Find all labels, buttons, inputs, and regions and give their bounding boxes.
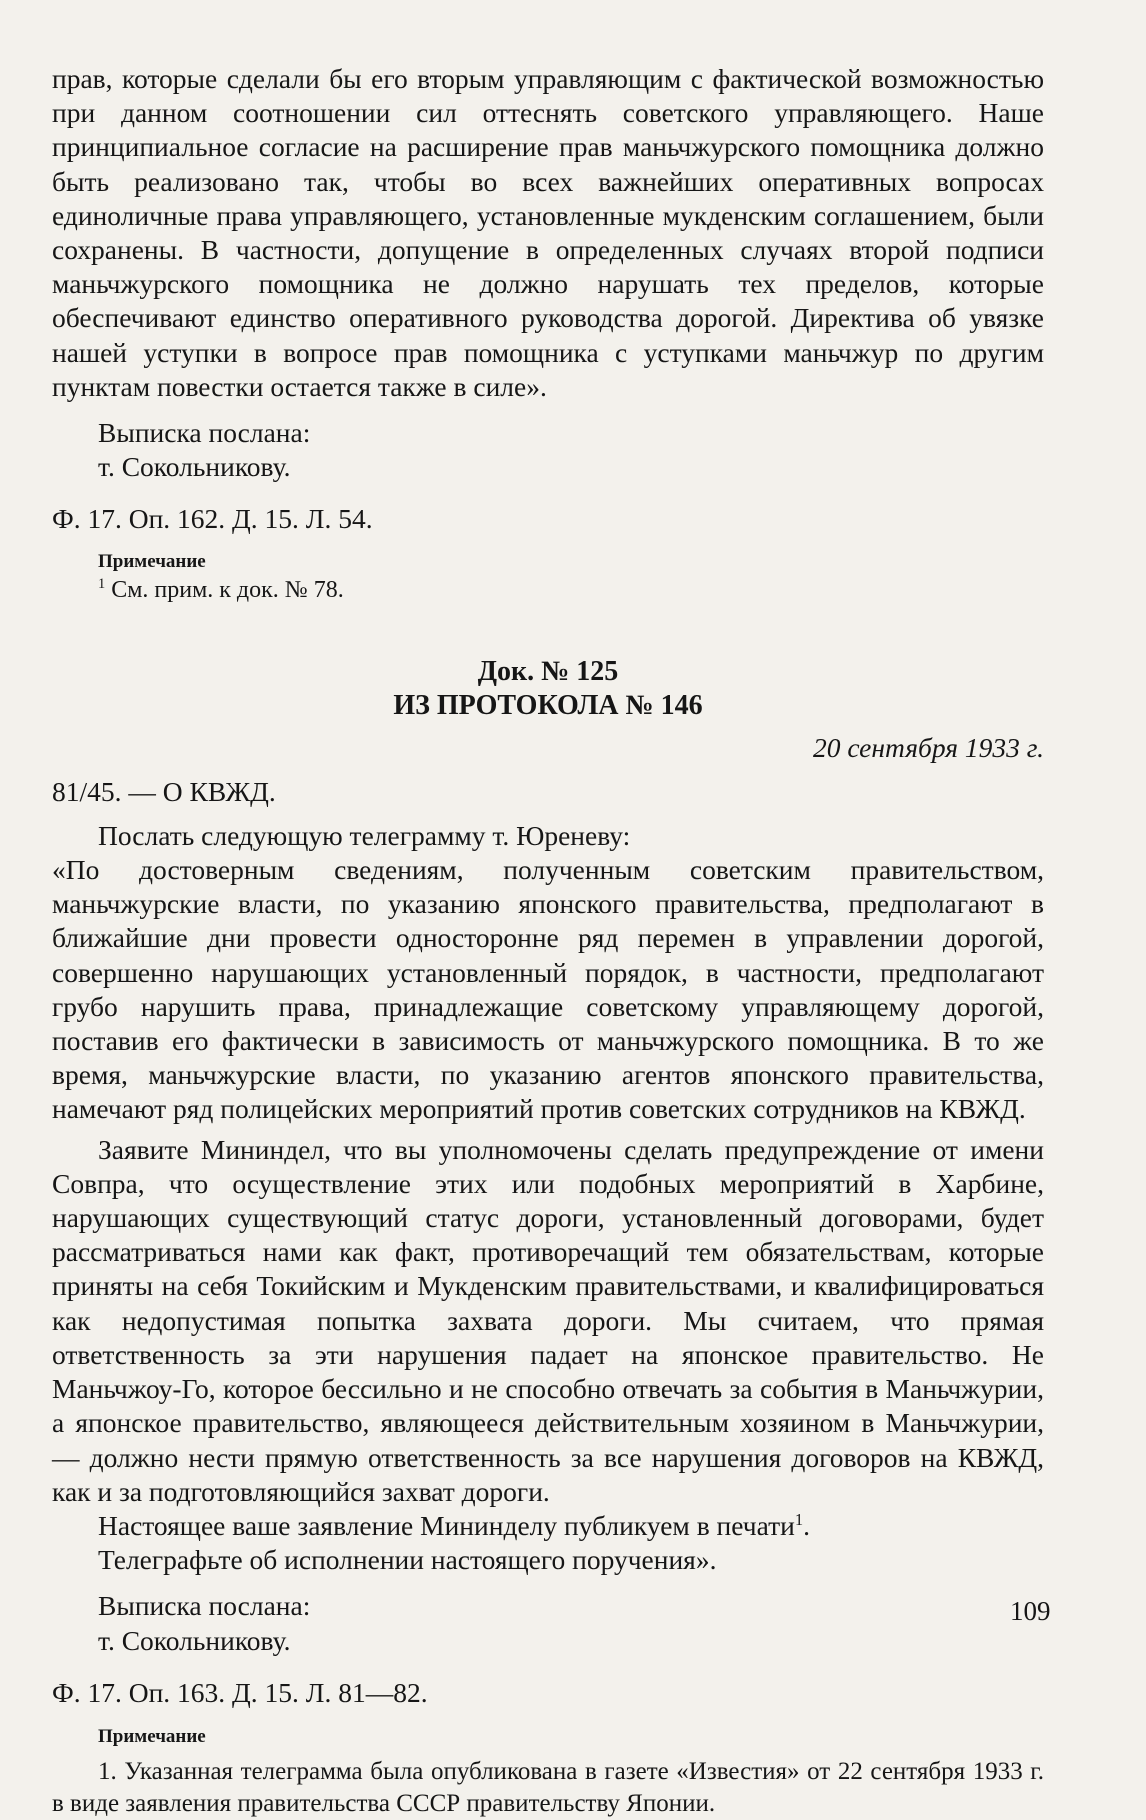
telegram-paragraph-2: Заявите Мининдел, что вы уполномочены сделать предупреждение от имени Совпра, что осуществление этих или подобных мероприятий в Харбине, нарушающих существующий статус дороги, установленный договорами, будет рассматриваться нами как факт, противоречащий тем обязательствам, которые приняты на себя Токийским и Мукденским правительствами, и квалифицироваться как недопустимая попытка захвата дороги. Мы считаем, что прямая ответственность за эти нарушения падает на японское правительство. Не Маньчжоу-Го, которое бессильно и не способно отвечать за события в Маньчжурии, а японское правительство, являющееся действительным хозяином в Маньчжурии, — должно нести прямую ответственность за все нарушения договоров на КВЖД, как и за подготовляющийся захват дороги. bbox=[52, 1133, 1044, 1507]
document-page bbox=[52, 62, 1044, 1820]
telegram-paragraph-4: Телеграфьте об исполнении настоящего поручения». bbox=[98, 1544, 717, 1576]
telegram-paragraph-3 bbox=[52, 1509, 1044, 1543]
telegram-paragraph-3-end: . bbox=[803, 1509, 810, 1541]
telegram-paragraph-1: «По достоверным сведениям, полученным советским правительством, маньчжурские власти, по указанию японского правительства, предполагают в ближайшие дни провести односторонне ряд перемен в управлении дорогой, совершенно нарушающих установленный порядок, в частности, предполагают грубо нарушить права, принадлежащие советскому управляющему дорогой, поставив его фактически в зависимость от маньчжурского помощника. В то же время, маньчжурские власти, по указанию агентов японского правительства, намечают ряд полицейских мероприятий против советских сотрудников на КВЖД. bbox=[52, 854, 1044, 1125]
archive-source-2: Ф. 17. Оп. 163. Д. 15. Л. 81—82. bbox=[52, 1676, 428, 1708]
extract-recipient: т. Сокольникову. bbox=[98, 451, 291, 483]
note-body: См. прим. к док. № 78. bbox=[111, 576, 344, 603]
extract-recipient-2: т. Сокольникову. bbox=[98, 1624, 291, 1656]
top-paragraph: прав, которые сделали бы его вторым управляющим с фактической возможностью при данном соотношении сил оттеснять советского управляющего. Наше принципиальное согласие на расширение прав маньчжурского помощника должно быть реализовано так, чтобы во всех важнейших оперативных вопросах единоличные права управляющего, установленные мукденским соглашением, были сохранены. В частности, допущение в определенных случаях второй подписи маньчжурского помощника не должно нарушать тех пределов, которые обеспечивают единство оперативного руководства дорогой. Директива об увязке нашей уступки в вопросе прав помощника с уступками маньчжур по другим пунктам повестки остается также в силе». bbox=[52, 63, 1044, 402]
document-title: ИЗ ПРОТОКОЛА № 146 bbox=[393, 689, 703, 721]
note-heading: Примечание bbox=[98, 550, 206, 572]
telegram-paragraph-3-text: Настоящее ваше заявление Мининделу публикуем в печати bbox=[98, 1509, 795, 1541]
archive-source: Ф. 17. Оп. 162. Д. 15. Л. 54. bbox=[52, 503, 373, 535]
extract-label: Выписка послана: bbox=[98, 417, 311, 449]
agenda-item: 81/45. — О КВЖД. bbox=[52, 775, 276, 807]
note-heading-2: Примечание bbox=[98, 1725, 206, 1747]
note-body-2: 1. Указанная телеграмма была опубликована в газете «Известия» от 22 сентября 1933 г. в виде заявления правительства СССР правительству Японии. bbox=[52, 1757, 1044, 1817]
document-number: Док. № 125 bbox=[477, 655, 619, 687]
page-number: 109 bbox=[1010, 1596, 1051, 1626]
footnote-marker: 1 bbox=[794, 1509, 804, 1529]
document-date: 20 сентября 1933 г. bbox=[812, 731, 1044, 763]
telegram-intro: Послать следующую телеграмму т. Юреневу: bbox=[98, 819, 631, 851]
note-text bbox=[52, 575, 1044, 605]
extract-label-2: Выписка послана: bbox=[98, 1590, 311, 1622]
note-marker: 1 bbox=[98, 575, 106, 592]
